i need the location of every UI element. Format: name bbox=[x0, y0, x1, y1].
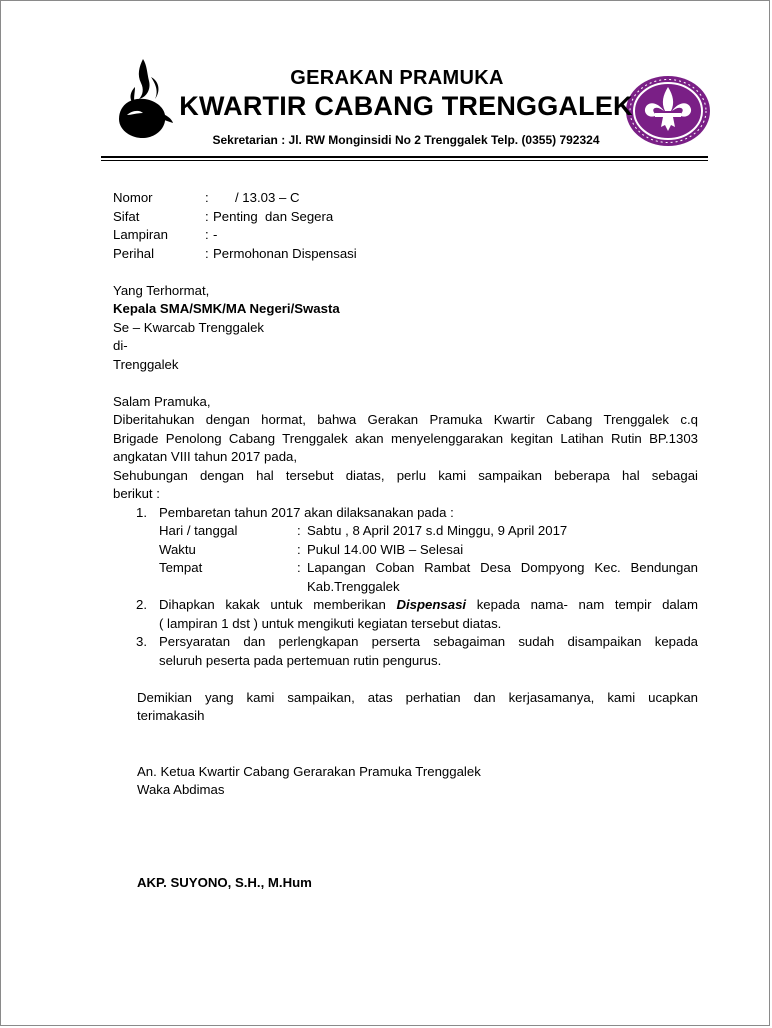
list-item bbox=[113, 504, 698, 597]
detail-colon: : bbox=[297, 523, 301, 538]
point-text: seluruh peserta pada pertemuan rutin pengurus. bbox=[159, 652, 442, 668]
meta-label: Perihal bbox=[113, 245, 155, 261]
point-text: Pembaretan tahun 2017 akan dilaksanakan pada : bbox=[159, 504, 454, 520]
signature-on-behalf: An. Ketua Kwartir Cabang Gerarakan Pramuka Trenggalek bbox=[137, 763, 481, 779]
list-item bbox=[113, 596, 698, 633]
meta-label: Nomor bbox=[113, 190, 153, 205]
meta-row-subject bbox=[113, 245, 698, 264]
spacer bbox=[113, 374, 698, 393]
meta-value: Permohonan Dispensasi bbox=[213, 245, 357, 261]
paragraph-line: Sehubungan dengan hal tersebut diatas, perlu kami sampaikan beberapa hal sebagai bbox=[113, 467, 698, 483]
list-item bbox=[113, 633, 698, 670]
meta-colon: : bbox=[205, 227, 209, 242]
meta-row-attachment bbox=[113, 226, 698, 245]
recipient-at: di- bbox=[113, 338, 128, 353]
detail-value: Sabtu , 8 April 2017 s.d Minggu, 9 April 2017 bbox=[307, 523, 568, 538]
paragraph-line: Diberitahukan dengan hormat, bahwa Gerakan Pramuka Kwartir Cabang Trenggalek c.q bbox=[113, 412, 698, 427]
detail-label: Waktu bbox=[159, 541, 196, 557]
meta-value: - bbox=[213, 227, 218, 242]
recipient-scope: Se – Kwarcab Trenggalek bbox=[113, 319, 265, 335]
detail-label: Hari / tanggal bbox=[159, 523, 238, 538]
recipient-greeting: Yang Terhormat, bbox=[113, 282, 210, 298]
signature-position: Waka Abdimas bbox=[137, 782, 225, 797]
detail-row-place bbox=[159, 559, 698, 596]
detail-value: Pukul 14.00 WIB – Selesai bbox=[307, 541, 464, 557]
meta-value: Penting dan Segera bbox=[213, 208, 334, 224]
detail-value-continued: Kab.Trenggalek bbox=[307, 578, 400, 594]
point-text: Persyaratan dan perlengkapan perserta sebagaiman sudah disampaikan kepada bbox=[159, 634, 698, 649]
salutation: Salam Pramuka, bbox=[113, 393, 211, 409]
letterhead-organization: GERAKAN PRAMUKA bbox=[290, 67, 504, 89]
signature-block bbox=[113, 763, 698, 893]
meta-colon: : bbox=[205, 208, 209, 224]
meta-value: / 13.03 – C bbox=[213, 190, 300, 205]
points-list bbox=[113, 504, 698, 671]
letterhead-address: Sekretarian : Jl. RW Monginsidi No 2 Trenggalek Telp. (0355) 792324 bbox=[212, 133, 600, 147]
closing-line: Demikian yang kami sampaikan, atas perhatian dan kerjasamanya, kami ucapkan bbox=[137, 689, 698, 705]
meta-label: Sifat bbox=[113, 208, 140, 224]
meta-row-nature bbox=[113, 208, 698, 227]
paragraph-line: Brigade Penolong Cabang Trenggalek akan menyelenggarakan kegitan Latihan Rutin BP.1303 bbox=[113, 430, 698, 446]
letter-meta bbox=[113, 189, 698, 263]
meta-colon: : bbox=[205, 245, 209, 261]
recipient-city: Trenggalek bbox=[113, 356, 179, 372]
detail-value: Lapangan Coban Rambat Desa Dompyong Kec. Bendungan bbox=[307, 560, 698, 575]
list-number: 2. bbox=[136, 597, 147, 612]
recipient-name: Kepala SMA/SMK/MA Negeri/Swasta bbox=[113, 301, 340, 316]
spacer bbox=[113, 726, 698, 745]
detail-label: Tempat bbox=[159, 560, 203, 575]
meta-label: Lampiran bbox=[113, 227, 168, 242]
paragraph-line: angkatan VIII tahun 2017 pada, bbox=[113, 449, 298, 464]
spacer bbox=[113, 744, 698, 763]
detail-row-time bbox=[159, 541, 698, 560]
detail-colon: : bbox=[297, 560, 301, 575]
closing-line: terimakasih bbox=[137, 708, 205, 723]
point-text: kepada nama- nam tempir dalam bbox=[466, 597, 698, 612]
letterhead-rule-thin bbox=[101, 160, 708, 161]
recipient-block bbox=[113, 282, 698, 375]
detail-row-date bbox=[159, 522, 698, 541]
closing-block bbox=[113, 689, 698, 726]
point-emphasis: Dispensasi bbox=[396, 597, 467, 612]
point-text: ( lampiran 1 dst ) untuk mengikuti kegiatan tersebut diatas. bbox=[159, 615, 502, 631]
meta-row-number bbox=[113, 189, 698, 208]
letter-body bbox=[113, 189, 698, 892]
paragraph-line: berikut : bbox=[113, 486, 160, 501]
spacer bbox=[113, 263, 698, 282]
list-number: 1. bbox=[136, 504, 147, 520]
spacer bbox=[113, 670, 698, 689]
signature-name: AKP. SUYONO, S.H., M.Hum bbox=[137, 874, 312, 890]
letterhead-branch: KWARTIR CABANG TRENGGALEK bbox=[179, 91, 633, 121]
detail-colon: : bbox=[297, 541, 301, 557]
list-number: 3. bbox=[136, 634, 147, 649]
meta-colon: : bbox=[205, 190, 209, 205]
point-text: Dihapkan kakak untuk memberikan bbox=[159, 597, 397, 612]
letterhead-rule-thick bbox=[101, 156, 708, 158]
